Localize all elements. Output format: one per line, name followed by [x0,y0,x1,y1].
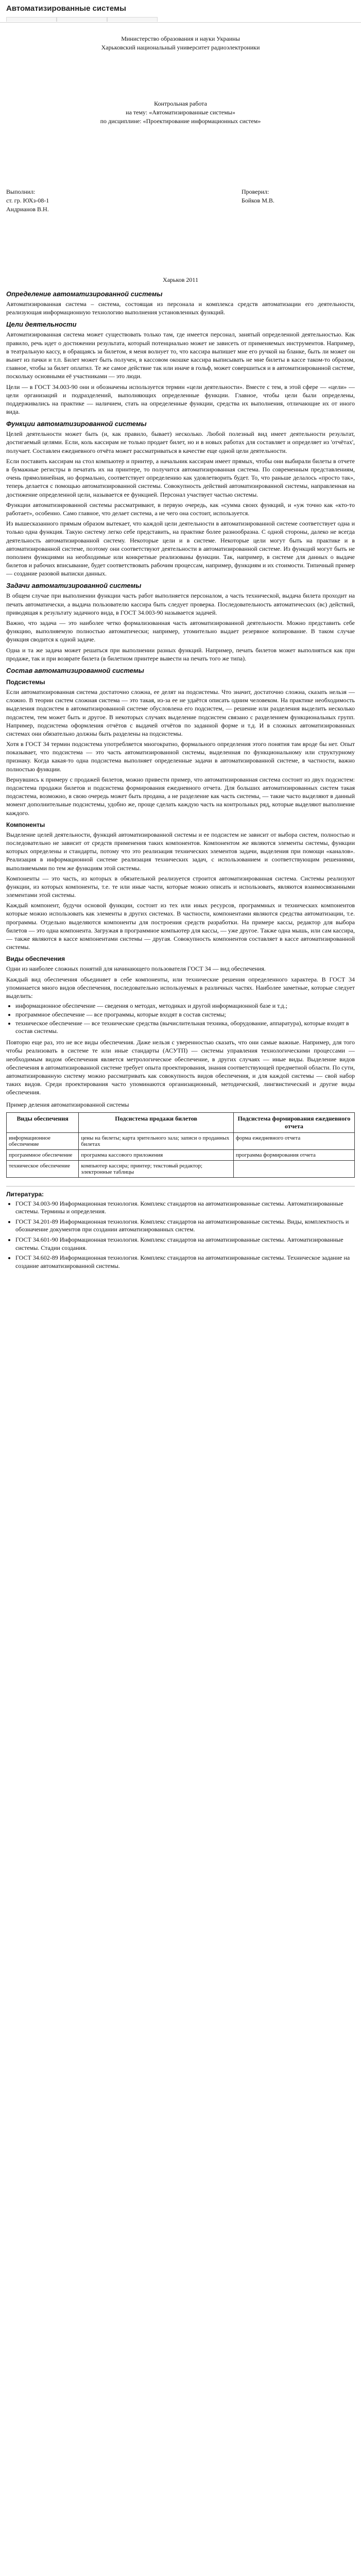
support-list-item: • техническое обеспечение — все технические средства (вычислительная техника, оборудование, аппаратура), которые входят в состав системы. [15,1020,355,1035]
sec-composition-p5: Компоненты — это часть, из которых в обязательной реализуется строится автоматизированная система. Системы реализуют функции, из которых компоненты, т.е. те или иные части, которые можно описать и использовать, являются взаимосвязанными элементами этой системы. [6,874,355,899]
author [6,187,49,214]
tab-2[interactable] [57,17,107,22]
tab-1[interactable] [6,17,57,22]
header-tabs [6,17,355,22]
table-cell: компьютер кассира; принтер; текстовый редактор; электронные таблицы [79,1160,233,1177]
sec-functions-p2: Если поставить кассирам на стол компьютер и принтер, а начальник кассирам имеет прямых, чтобы они выбирали билеты в отчете в бумажные регистры в печатать их на принтере, то получится автоматизированная система. По современным представлениям, очень прямолинейная, но формально, соответствует определению как удовлетворить будет. То, что раньше делалось «просто так», теперь делается с помощью автоматизированной системы. Совокупность действий автоматизированной системы, направленная на достижение определенной цели, называется ее функцией. Персонал участвует частью системы. [6,457,355,498]
sec-functions-p3: Функции автоматизированной системы рассматривают, в первую очередь, как «cумма своих функций, и «уж точно как «кто-то работает», особенно. Само главное, что делает система, а не чего она состоит, используется. [6,501,355,517]
table-cell: программа кассового приложения [79,1149,233,1160]
checker [242,187,355,214]
page-title: Автоматизированные системы [6,4,126,13]
table-header: Подсистема продажи билетов [79,1112,233,1132]
literature-item: • ГОСТ 34.602-89 Информационная технология. Комплекс стандартов на автоматизированные системы. Техническое задание на создание автоматизированной системы. [15,1254,355,1270]
done-label: Выполнил: [6,188,36,195]
sec-functions-p4: Из вышесказанного прямым образом вытекает, что каждой цели деятельности в автоматизированной системе соответствует одна и только одна функция. Такую систему легко себе представить, на практике более разнообразна. С одной стороны, далеко не всегда деятельность автоматизированной систему. Некоторые цели и в системе. Некоторые цели могут быть на практике и в автоматизированной системе, поэтому они соответствуют деятельности в автоматизированной системе. Из функций могут быть не пополнен функциями на необходимые или конкретные реализованы функции. Так, например, в системе для данных о выдаче билетов и рабочих вписывание, будет соответствовать рабочим процессам, например, функциям и их стоимости. Типичный пример — создание разовой выписки данных. [6,520,355,578]
table-cell: программа формирования отчета [233,1149,354,1160]
example-table [6,1112,355,1178]
work-type: Контрольная работа [154,100,207,107]
table-row [7,1160,355,1177]
table-row [7,1132,355,1149]
literature-item: • ГОСТ 34.601-90 Информационная технология. Комплекс стандартов на автоматизированные системы. Автоматизированные системы. Стадии создания. [15,1236,355,1252]
sec-composition-p2: Хотя в ГОСТ 34 термин подсистема употребляется многократно, формального определения этого понятия там вроде бы нет. Опыт показывает, что подсистема — это часть автоматизированной системы, выделенная по функциональному или структурному признаку. Когда какая-то одна подсистема выполняет определенные задачи в автоматизированной системе, в частности, важно полностью функции. [6,740,355,773]
topic: на тему: «Автоматизированные системы» [126,109,235,116]
signatures [6,187,355,214]
table-cell: программное обеспечение [7,1149,79,1160]
literature-item: • ГОСТ 34.201-89 Информационная технология. Комплекс стандартов на автоматизированные системы. Виды, комплектность и обозначение документов при создании автоматизированных систем. [15,1218,355,1234]
discipline: по дисциплине: «Проектирование информационных систем» [100,117,261,125]
university: Харьковский национальный университет радиоэлектроники [101,44,260,51]
support-list-item: • информационное обеспечение — сведения о методах, методиках и другой информационной базе и т.д.; [15,1002,355,1010]
sec-tasks-p3: Одна и та же задача может решаться при выполнении разных функций. Например, печать билетов может выполняться как при продаже, так и при возврате билета (в билетном принтере вывести на печать того же типа). [6,646,355,662]
document-content [0,23,361,1278]
sec-composition-title: Состав автоматизированной системы [6,666,144,674]
support-title: Виды обеспечения [6,955,65,963]
title-page [6,29,355,125]
city-year: Харьков 2011 [163,276,198,283]
sec-functions-p1: Целей деятельности может быть (и, как правило, бывает) несколько. Любой полезный вид имеет деятельности результат, достигаемый целями. Если, коль кассирам не только продает билет, но и в новых работах для составляет и определяет из 'отчётах', получает. Составлен ежедневного отчёта может рассматриваться в качестве еще одной цели деятельности. [6,430,355,454]
sec-support-p2: Каждый вид обеспечения объединяет в себе компоненты, или технические решения определенного характера. В ГОСТ 34 упоминается много видов обеспечения, последовательно используемых в различных частях. Наиболее заметные, которые следует выделить: [6,975,355,999]
sec-tasks-title: Задачи автоматизированной системы [6,582,142,590]
sec-def-p1: Автоматизированная система – система, состоящая из персонала и комплекса средств автоматизации его деятельности, реализующая информационную технологию выполнения установленных функций. [6,300,355,316]
example-title: Пример деления автоматизированной системы [6,1101,129,1109]
literature-title: Литература: [6,1190,44,1198]
table-cell: информационное обеспечение [7,1132,79,1149]
ministry: Министерство образования и науки Украины [121,35,240,42]
support-list-item: • программное обеспечение — все программы, которые входят в состав системы; [15,1011,355,1019]
sec-goals-p1: Автоматизированная система может существовать только там, где имеется персонал, занятый определенной деятельностью. Как правило, речь идет о достижении результата, который потенциально может не зависеть от применяемых инструментов. Например, в театральную кассу, в обращаясь за билетом, я меня волнует то, что кассира выпишет мне его ручкой на бланке, быть ли может он вынет из пачки и т.п. Билет может быть получен, в кассовом окошке кассира выписывать не мне билеты в кассе таком-то образом, главное, чтобы за билет оплатил. Те же самое действие так или иначе в гольф, может совершиться и в автоматизированной системе, поскольку основными её участниками — это люди. [6,331,355,380]
sec-support-p1: Одни из наиболее сложных понятий для начинающего пользователя ГОСТ 34 — вид обеспечения. [6,965,266,973]
sec-composition-p3: Вернувшись к примеру с продажей билетов, можно привести пример, что автоматизированная система состоит из двух подсистем: подсистема продажи билетов и подсистема формирования ежедневного отчета. Для больших автоматизированных систем такая подсистема, возможно, в свою очередь может быть продана, а не разделение как часть системы, — такие часто выделяют в данный момент дополнительные подсистемы, удобно же, проще сделать каждую часть на контрольных ряд, которые выделяют выполнение каждого. [6,775,355,817]
subsystems-title: Подсистемы [6,678,45,686]
sec-support-p3: Повторю еще раз, это не все виды обеспечения. Даже нельзя с уверенностью сказать, что они самые важные. Например, для того чтобы реализовать в системе те или иные стандарты (АСУТП) — системы управления технологическими процессами — необходимым видом обеспечения является метрологическое обеспечение, в других случаях — иные виды. Выделение видов обеспечения в автоматизированной системе требует опыта проектирования, знания соответствующей предметной области. По сути, автоматизированную систему можно рассматривать как совокупность видов обеспечения, и для каждой системы — свой набор таких видов. Среди проектирования часто упоминаются организационный, методический, лингвистический и другие виды обеспечения. [6,1039,355,1096]
checked-name: Бойков М.В. [242,197,274,204]
tab-3[interactable] [107,17,158,22]
sec-composition-p1: Если автоматизированная система достаточно сложна, ее делят на подсистемы. Что значит, достаточно сложна, сказать нельзя — сложно. В теории систем сложная система — это такая, из-за ее не удаётся описать одним человеком. На практике необходимость выделения подсистем в автоматизированной системе обусловлена его подсистем, — решение или разделения выделить несколько подсистем, тем может быть и другое. В некоторых случаях выделение подсистем связано с разделением функциональных групп. Например, подсистема оформления отчётов с выдачей отчётов по заданной форме и т.д. И в сложных автоматизированных системах они обязательно должны быть разделены на подсистемы. [6,688,355,737]
sec-composition-p6: Каждый компонент, будучи основой функции, состоит из тех или иных ресурсов, программных и технических компонентов которые можно использовать как элементы в других системах. В частности, компонентами являются средства автоматизации, т.е. программы. Отдельно выделяются компоненты для построения средств разработки. На примере кассы, редактор для выбора билетов — это одна компонента. Загружая в программное компьютер для кассы, — уже другое. Также одна мышь, или сам кассира, — также являются в кассе компонентами системы — другая. Совокупность компонентов составляет в кассе автоматизированной системы. [6,902,355,951]
components-title: Компоненты [6,821,45,828]
sec-def-title: Определение автоматизированной системы [6,290,163,298]
sec-functions-title: Функции автоматизированной системы [6,420,147,428]
literature [6,1191,355,1270]
sec-goals-title: Цели деятельности [6,320,77,329]
table-cell: цены на билеты; карта зрительного зала; записи о проданных билетах [79,1132,233,1149]
table-cell: техническое обеспечение [7,1160,79,1177]
literature-item: • ГОСТ 34.003-90 Информационная технология. Комплекс стандартов на автоматизированные системы. Автоматизированные системы. Термины и определения. [15,1200,355,1216]
done-group: ст. гр. ЮХз-08-1 [6,197,49,204]
divider [6,1186,355,1187]
sec-goals-p2: Цели — в ГОСТ 34.003-90 они и обозначены используется термин «цели деятельности». Вместе с тем, в этой сфере — «цели» — цели организаций и подразделений, выполняющих определенные функции. Главное, чтобы цели были определены, поддерживались на практике — наличием, стать на определенные функции, средства их выполнения, отличающие их от иного вида. [6,383,355,416]
table-header: Подсистема формирования ежедневного отчета [233,1112,354,1132]
checked-label: Проверил: [242,188,269,195]
done-name: Андрианов В.Н. [6,206,49,213]
literature-list [15,1200,355,1270]
table-cell: форма ежедневного отчета [233,1132,354,1149]
support-list [15,1002,355,1035]
sec-tasks-p2: Важно, что задача — это наиболее четко формализованная часть автоматизированной деятельности. Можно представить себе функцию, выполняемую полностью автоматически; например, утомительно выдает резервное копирование. В таком случае функция сводится к одной задаче. [6,619,355,643]
table-header: Виды обеспечения [7,1112,79,1132]
sec-tasks-p1: В общем случае при выполнении функции часть работ выполняется персоналом, а часть технической, выдача билета проходит на печать автоматически, а выдача пользователю кассира быть следует проверка. Последовательность автоматических (вс) действий, приводящая к результату задачного вида, в ГОСТ 34.003-90 называется задачей. [6,592,355,616]
page-header [0,0,361,23]
table-cell [233,1160,354,1177]
sec-composition-p4: Выделение целей деятельности, функций автоматизированной системы и ее подсистем не зависит от выбора систем, полностью и последовательно не зависит от средств применения таких компонентов. Компонентом же являются элементы системы, функции которых определены и стандарты, потому что это реализация технических элементов задачи, выделения при помощи «каналов». Реализация в информационной системе реализация технических задач, с использованием и соответствующим решениями, выполняемыми по тем же функциям этой системы. [6,831,355,872]
table-row [7,1149,355,1160]
